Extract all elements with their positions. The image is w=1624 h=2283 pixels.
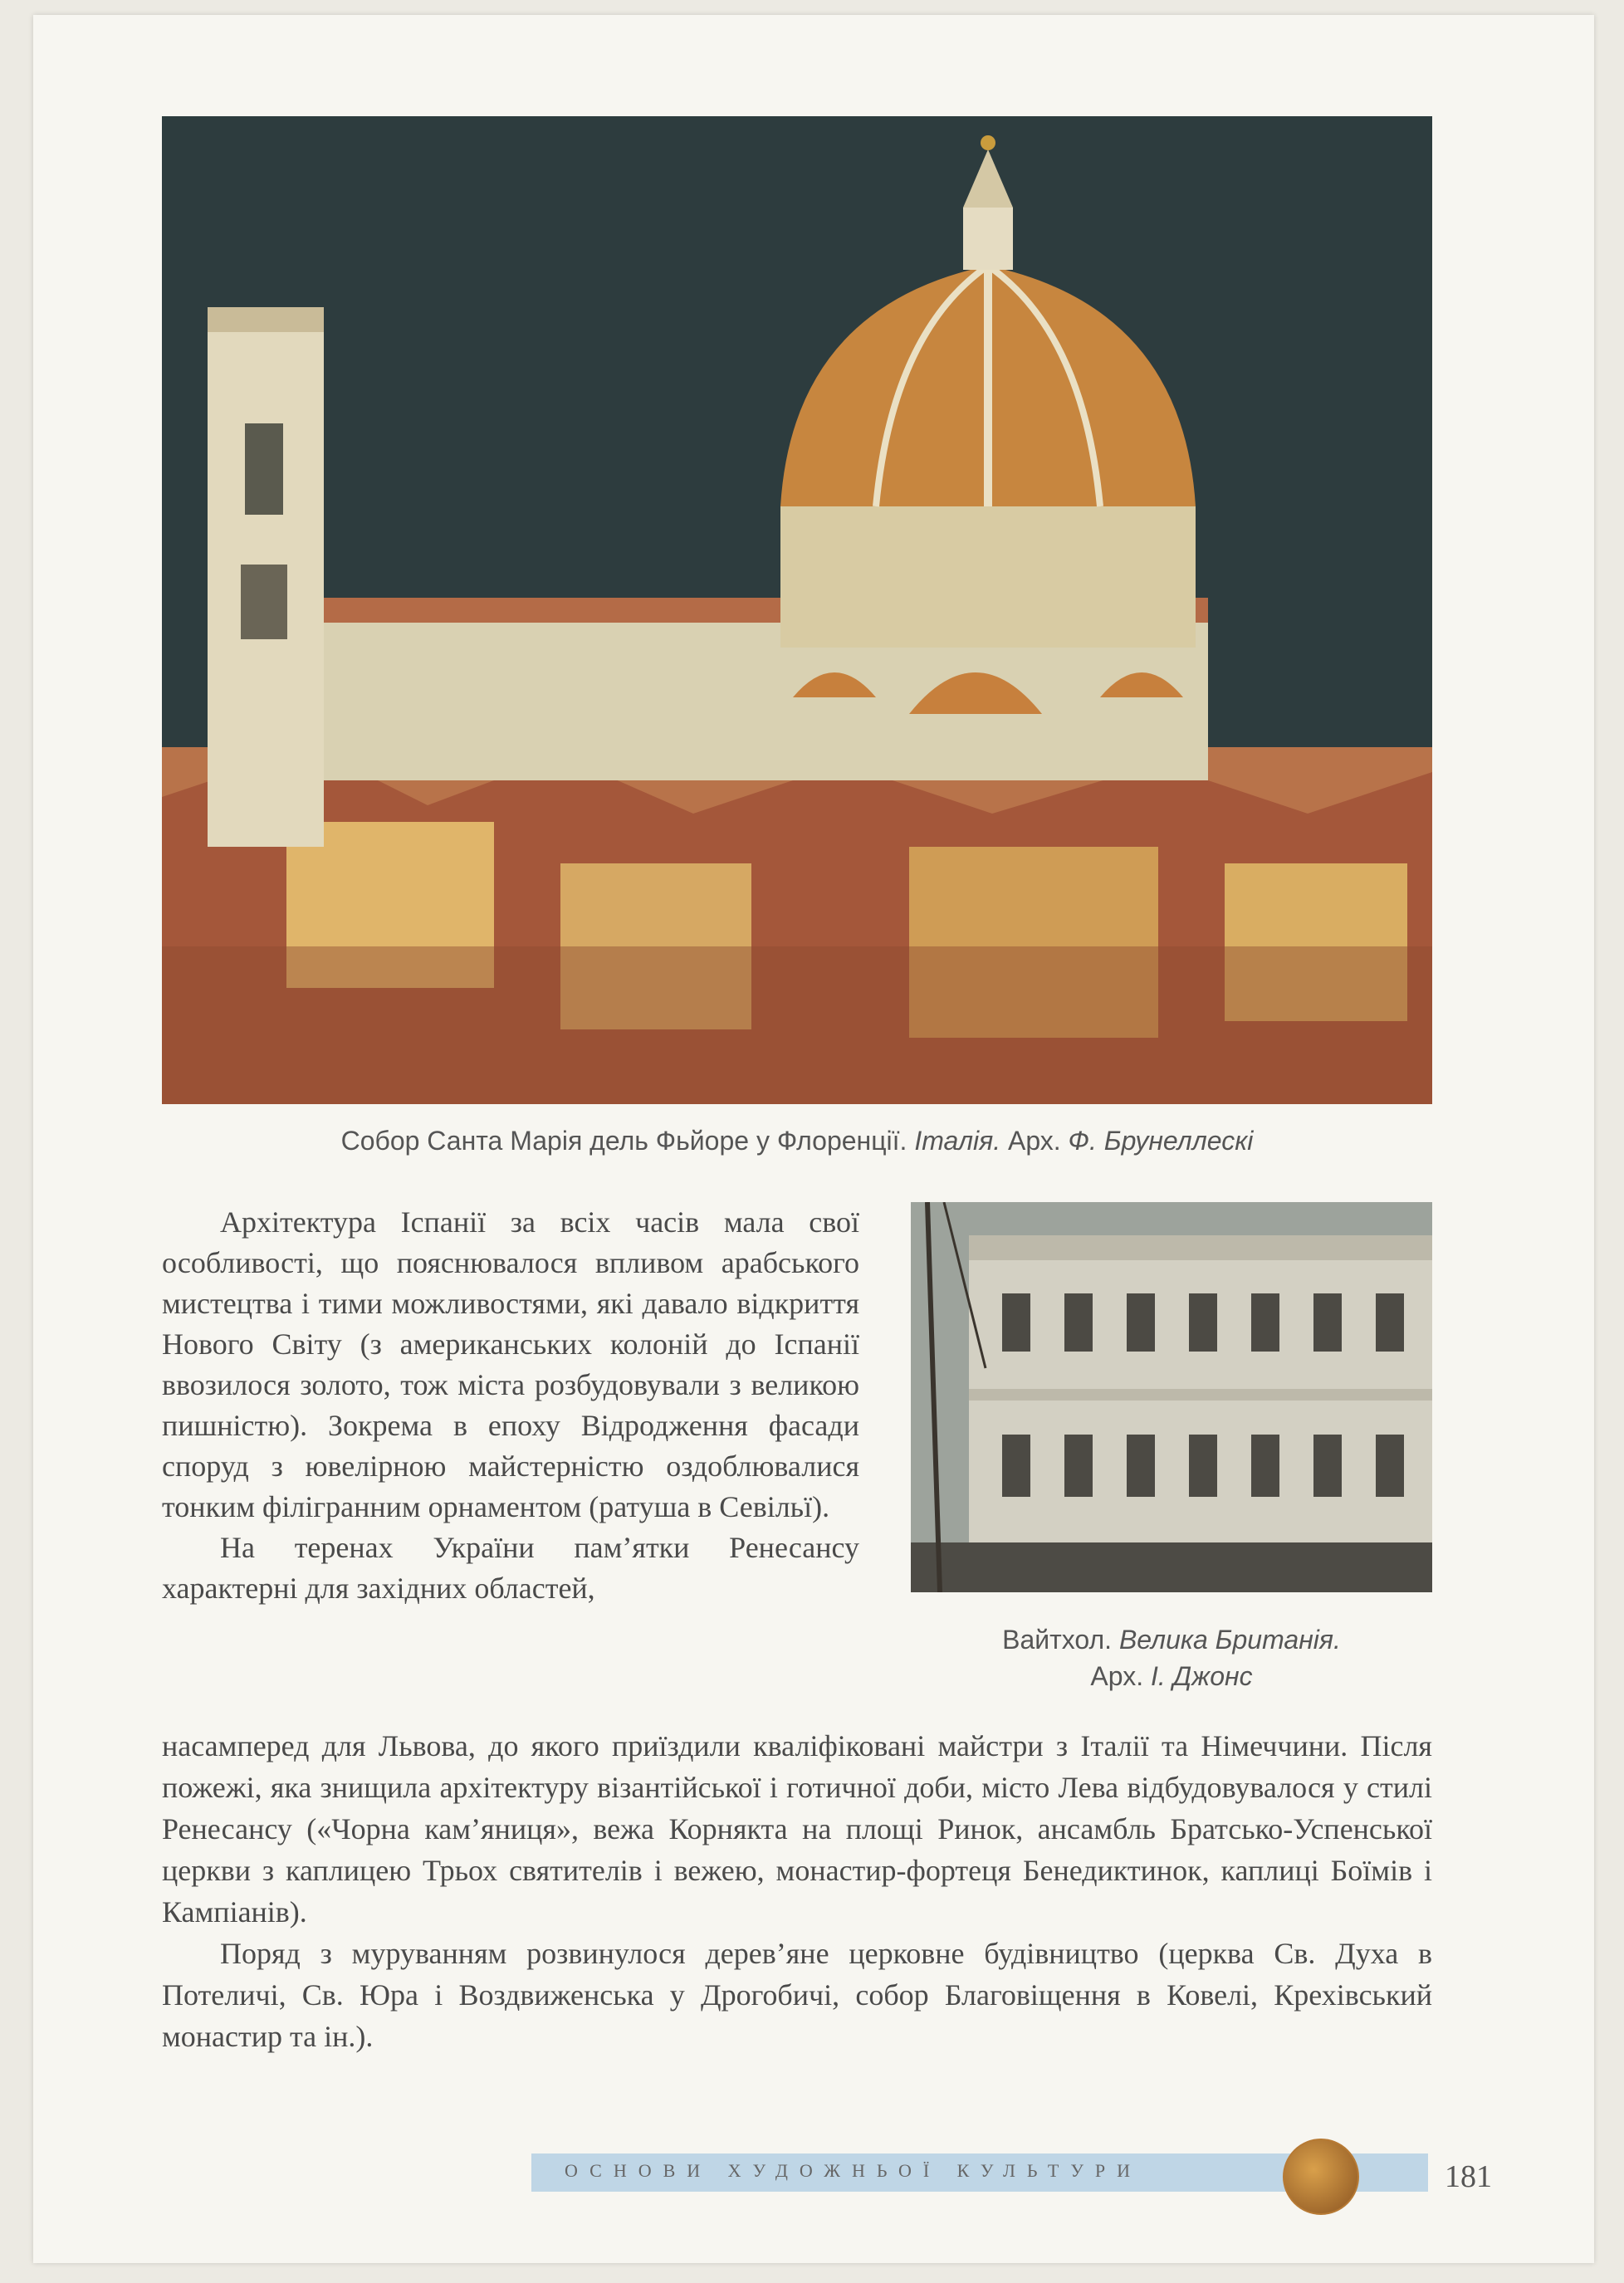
cathedral-caption-country: Італія. xyxy=(914,1126,1008,1156)
emblem-icon xyxy=(1283,2139,1359,2215)
full-width-text xyxy=(162,1725,1432,2057)
page xyxy=(33,15,1594,2263)
whitehall-caption-line2 xyxy=(911,1658,1432,1694)
whitehall-caption-arch-label: Арх. xyxy=(1090,1661,1151,1691)
whitehall-caption-country: Велика Британія. xyxy=(1118,1625,1341,1655)
whitehall-caption-name: Вайтхол. xyxy=(1002,1625,1119,1655)
whitehall-photo xyxy=(911,1202,1432,1592)
footer-title: ОСНОВИ ХУДОЖНЬОЇ КУЛЬТУРИ xyxy=(565,2160,1142,2181)
cathedral-caption-text: Собор Санта Марія дель Фьйоре у Флоренції. xyxy=(340,1126,915,1156)
paragraph: На теренах України пам’ятки Ренесансу характерні для західних областей, xyxy=(162,1531,859,1605)
whitehall-caption-architect: І. Джонс xyxy=(1150,1661,1253,1691)
paragraph: Архітектура Іспанії за всіх часів мала свої особливості, що пояснювалося впливом арабського мистецтва і тими можливостями, які давало відкриття Нового Світу (з американських колоній до Іспанії ввозилося золото, тож міста розбудовували з великою пишністю). Зокрема в епоху Відродження фасади споруд з ювелірною майстерністю оздоблювалися тонким філігранним орнаментом (ратуша в Севільї). xyxy=(162,1205,859,1523)
cathedral-caption-arch-label: Арх. xyxy=(1007,1126,1069,1156)
paragraph: Поряд з муруванням розвинулося дерев’яне церковне будівництво (церква Св. Духа в Потеличі, Св. Юра і Воздвиженська у Дрогобичі, собор Благовіщення в Ковелі, Крехівський монастир та ін.). xyxy=(162,1937,1432,2053)
paragraph-continuation: насамперед для Львова, до якого приїздили кваліфіковані майстри з Італії та Німеччини. Після пожежі, яка знищила архітектуру візантійської і готичної доби, місто Лева відбудовувалося у стилі Ренесансу («Чорна кам’яниця», вежа Корнякта на площі Ринок, ансамбль Братсько-Успенської церкви з каплицею Трьох святителів і вежею, монастир-фортеця Бенедиктинок, каплиці Боїмів і Кампіанів). xyxy=(162,1729,1432,1929)
whitehall-caption xyxy=(911,1621,1432,1694)
whitehall-caption-line1 xyxy=(911,1621,1432,1658)
cathedral-caption-architect: Ф. Брунеллескі xyxy=(1068,1126,1254,1156)
page-number: 181 xyxy=(1445,2159,1492,2194)
cathedral-caption xyxy=(162,1126,1432,1156)
cathedral-photo xyxy=(162,116,1432,1104)
column-text xyxy=(162,1202,859,1609)
